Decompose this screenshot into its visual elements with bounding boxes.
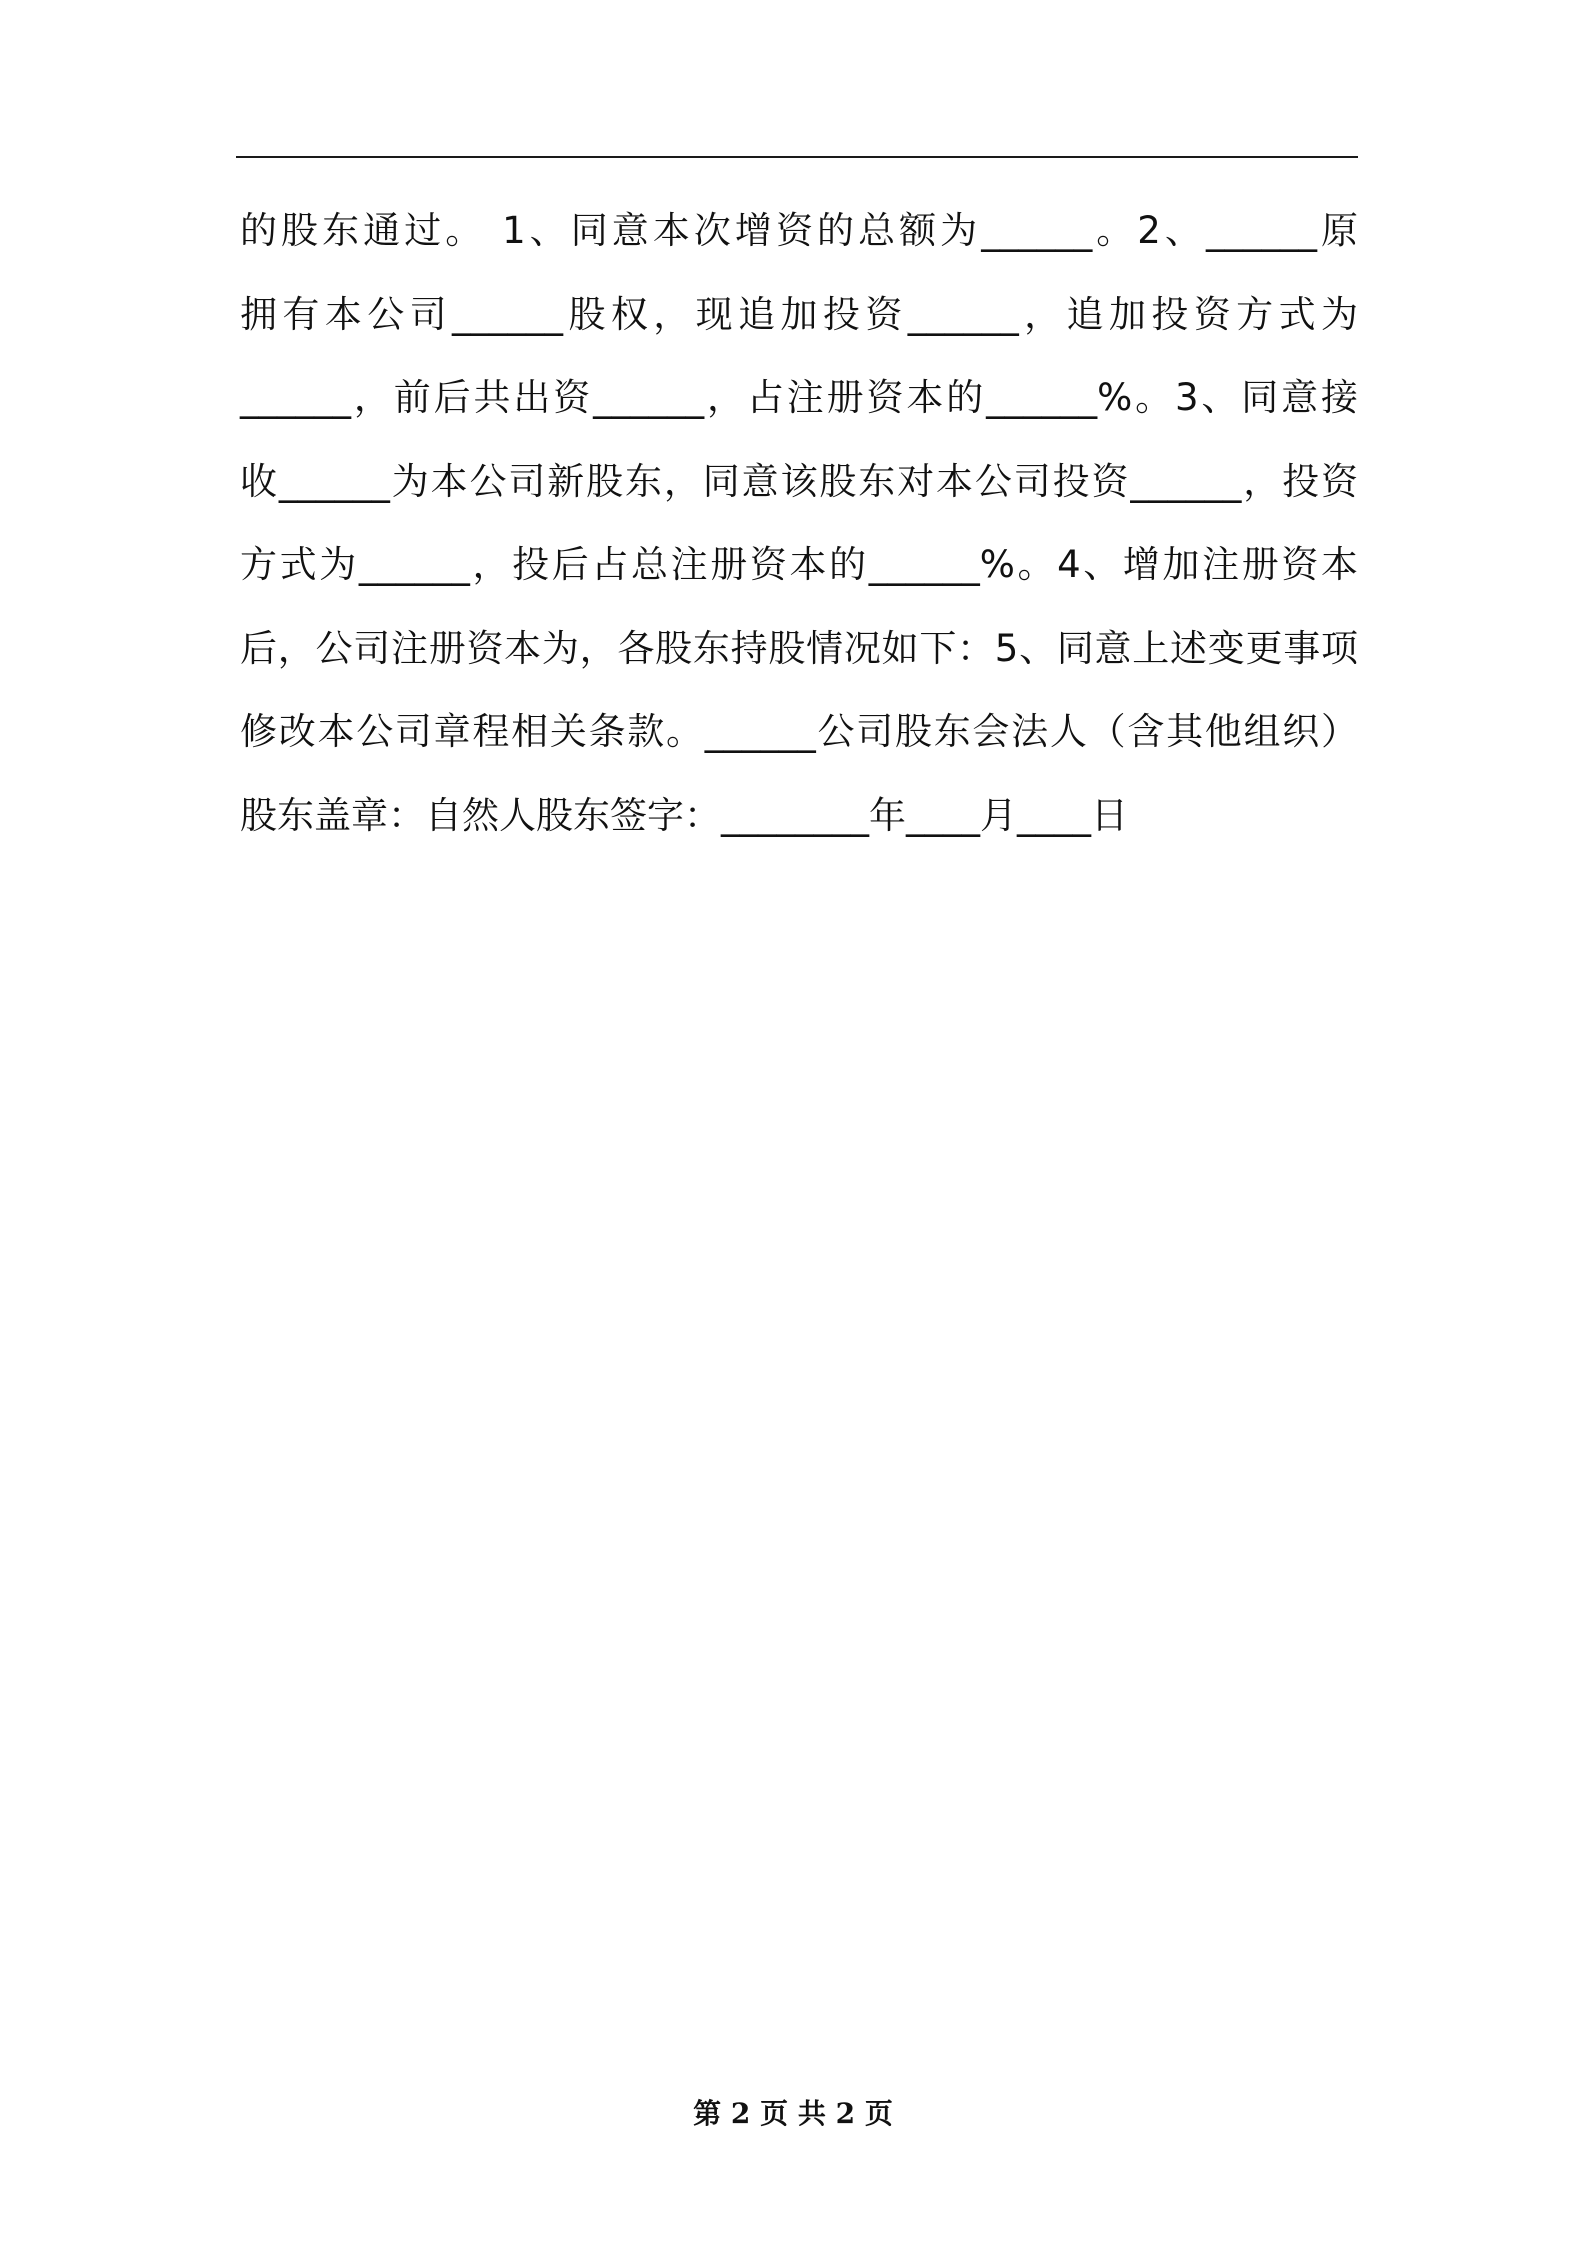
body-line: 的股东通过。 1、同意本次增资的总额为______。2、______原	[240, 209, 1358, 252]
header-rule	[236, 156, 1358, 158]
resolution-body	[240, 196, 1358, 864]
body-line: 拥有本公司______股权，现追加投资______，追加投资方式为	[240, 292, 1358, 336]
signature-line: 股东盖章：自然人股东签字：________年____月____日	[240, 793, 1128, 837]
page-number-footer: 第 2 页 共 2 页	[693, 2097, 893, 2130]
body-line: 收______为本公司新股东，同意该股东对本公司投资______，投资	[240, 459, 1358, 503]
body-line: 后，公司注册资本为，各股东持股情况如下：5、同意上述变更事项	[240, 626, 1358, 670]
body-line: 修改本公司章程相关条款。______公司股东会法人（含其他组织）	[240, 710, 1358, 753]
body-line: ______，前后共出资______，占注册资本的______%。3、同意接	[240, 376, 1358, 419]
body-line: 方式为______，投后占总注册资本的______%。4、增加注册资本	[240, 543, 1358, 586]
